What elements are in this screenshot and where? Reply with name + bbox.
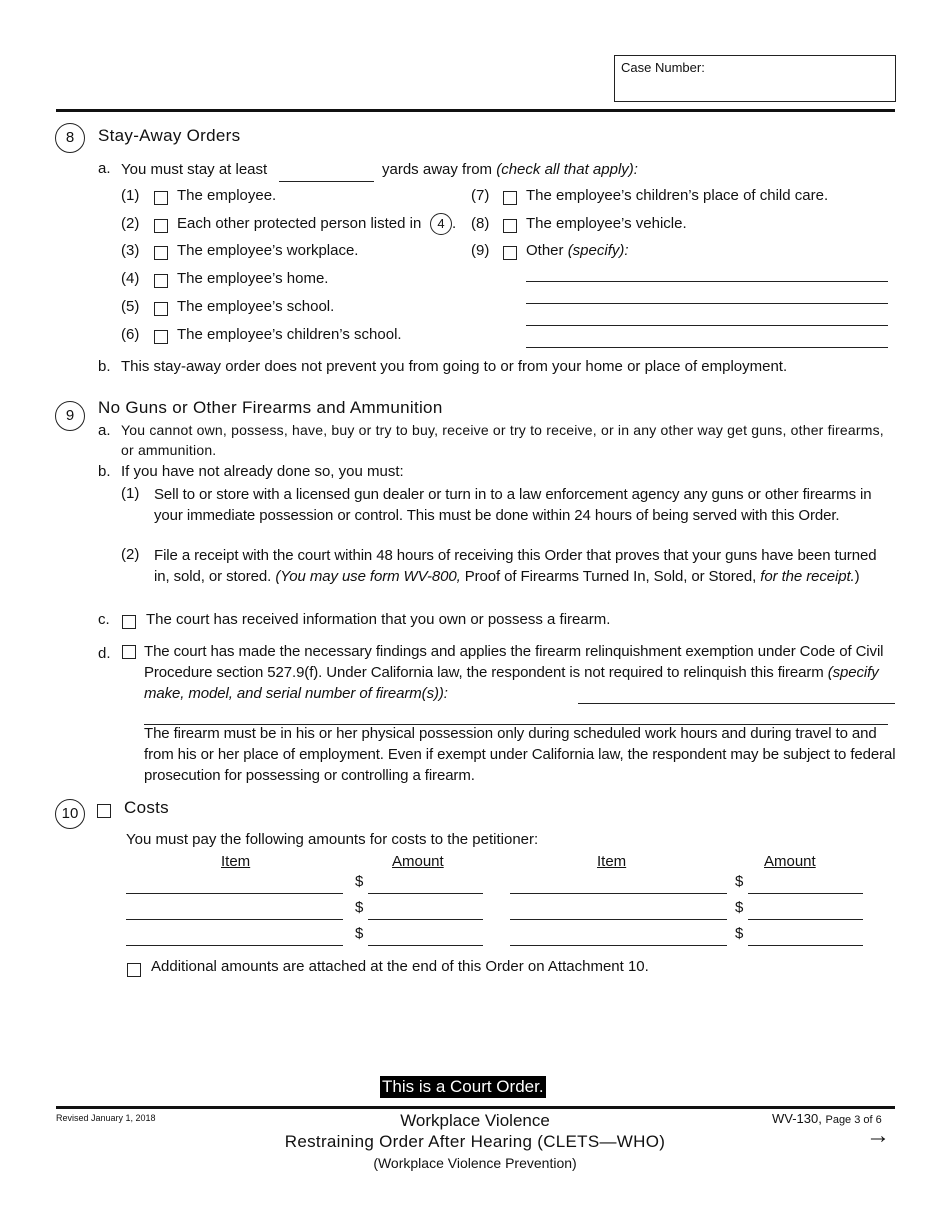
item-3-num: (3)	[121, 242, 140, 259]
item-5-label: The employee’s school.	[177, 298, 335, 315]
other-specify-line-1[interactable]	[526, 281, 888, 282]
section-9-number: 9	[55, 401, 85, 431]
sec9-d-main: The court has made the necessary findings and applies the firearm relinquishment exemption under Code of Civil Procedure section 527.9(f). Under California law, the respondent is not required to relinquish this firearm	[144, 643, 884, 681]
item-6-label: The employee’s children’s school.	[177, 326, 402, 343]
cost-amount-right-1[interactable]	[748, 893, 863, 894]
amount-header-left: Amount	[392, 853, 444, 870]
item-8-num: (8)	[471, 215, 490, 232]
section-8-title: Stay-Away Orders	[98, 126, 241, 145]
cost-item-left-3[interactable]	[126, 945, 343, 946]
item-7-checkbox[interactable]	[503, 191, 517, 205]
sec8-a-italic: (check all that apply):	[496, 161, 638, 178]
sec9-a-label: a.	[98, 422, 111, 439]
cost-item-left-1[interactable]	[126, 893, 343, 894]
cost-item-right-1[interactable]	[510, 893, 727, 894]
additional-amounts-text: Additional amounts are attached at the end of this Order on Attachment 10.	[151, 958, 649, 975]
item-3-checkbox[interactable]	[154, 246, 168, 260]
sec9-b2-italic2: for the receipt.	[760, 568, 855, 585]
form-id-code: WV-130,	[772, 1111, 822, 1126]
court-order-banner: This is a Court Order.	[382, 1077, 544, 1096]
sec9-d-text	[144, 641, 896, 704]
case-number-label: Case Number:	[621, 60, 705, 75]
sec9-b2-num: (2)	[121, 546, 140, 563]
item-5-checkbox[interactable]	[154, 302, 168, 316]
other-specify-line-4[interactable]	[526, 347, 888, 348]
other-specify-line-3[interactable]	[526, 325, 888, 326]
cost-amount-left-2[interactable]	[368, 919, 483, 920]
section-10-number: 10	[55, 799, 85, 829]
cost-item-right-3[interactable]	[510, 945, 727, 946]
sec9-a-text: You cannot own, possess, have, buy or try to buy, receive or try to receive, or in any other way get guns, other firearms, or ammunition.	[121, 422, 884, 458]
item-5-num: (5)	[121, 298, 140, 315]
item-2-ref: 4	[430, 213, 452, 235]
dollar-left-3: $	[355, 925, 364, 942]
next-page-arrow-icon[interactable]: →	[866, 1122, 890, 1149]
dollar-right-2: $	[735, 899, 744, 916]
item-4-label: The employee’s home.	[177, 270, 329, 287]
sec9-b1-text: Sell to or store with a licensed gun dealer or turn in to a law enforcement agency any guns or other firearms in your immediate possession or control. This must be done within 24 hours of being served with this Order.	[154, 486, 872, 524]
case-number-box[interactable]	[614, 55, 896, 102]
cost-item-left-2[interactable]	[126, 919, 343, 920]
sec8-a-text-after	[382, 161, 638, 178]
sec9-c-text: The court has received information that you own or possess a firearm.	[146, 611, 611, 628]
cost-item-right-2[interactable]	[510, 919, 727, 920]
section-10-title: Costs	[124, 798, 169, 817]
sec8-b-text: This stay-away order does not prevent you from going to or from your home or place of employment.	[121, 358, 788, 375]
sec9-b-text: If you have not already done so, you must:	[121, 463, 404, 480]
item-3-label: The employee’s workplace.	[177, 242, 359, 259]
page-number: Page 3 of 6	[825, 1114, 882, 1126]
footer-title-2: Restraining Order After Hearing (CLETS—WHO)	[284, 1132, 666, 1151]
sec9-c-checkbox[interactable]	[122, 615, 136, 629]
item-9-checkbox[interactable]	[503, 246, 517, 260]
sec8-b-label: b.	[98, 358, 111, 375]
sec9-d-label: d.	[98, 645, 111, 662]
footer-title-1: Workplace Violence	[400, 1111, 550, 1130]
dollar-right-1: $	[735, 873, 744, 890]
sec9-b1-num: (1)	[121, 485, 140, 502]
item-8-label: The employee’s vehicle.	[526, 215, 687, 232]
dollar-right-3: $	[735, 925, 744, 942]
dollar-left-1: $	[355, 873, 364, 890]
item-2-label: Each other protected person listed in	[177, 215, 422, 232]
item-9-specify: (specify):	[567, 242, 629, 259]
cost-amount-right-3[interactable]	[748, 945, 863, 946]
sec9-d-text2: The firearm must be in his or her physical possession only during scheduled work hours and during travel to and from his or her place of employment. Even if exempt under California law, the respondent may be subject to federal prosecution for possessing or controlling a firearm.	[144, 725, 896, 784]
sec9-b-label: b.	[98, 463, 111, 480]
sec9-b2-main: File a receipt with the court within 48 hours of receiving this Order that proves that your guns have been turned in, sold, or stored.	[154, 547, 877, 585]
item-4-checkbox[interactable]	[154, 274, 168, 288]
item-1-label: The employee.	[177, 187, 277, 204]
sec9-b2-italic1: (You may use form WV-800,	[275, 568, 461, 585]
sec9-b2-close: )	[854, 568, 860, 585]
yards-input[interactable]	[279, 181, 374, 182]
costs-checkbox[interactable]	[97, 804, 111, 818]
cost-amount-left-1[interactable]	[368, 893, 483, 894]
footer-title-3: (Workplace Violence Prevention)	[373, 1155, 577, 1171]
item-1-checkbox[interactable]	[154, 191, 168, 205]
item-2-checkbox[interactable]	[154, 219, 168, 233]
item-header-left: Item	[221, 853, 251, 870]
sec9-b2-plain: Proof of Firearms Turned In, Sold, or Stored,	[464, 568, 757, 585]
header-rule	[56, 109, 895, 112]
item-2-suffix: .	[452, 215, 457, 232]
cost-amount-left-3[interactable]	[368, 945, 483, 946]
item-2-num: (2)	[121, 215, 140, 232]
other-specify-line-2[interactable]	[526, 303, 888, 304]
firearm-specify-line-1[interactable]	[578, 703, 895, 704]
footer-title-block	[200, 1110, 750, 1173]
footer-rule	[56, 1106, 895, 1109]
costs-intro: You must pay the following amounts for costs to the petitioner:	[126, 831, 539, 848]
item-9-other: Other	[526, 242, 564, 259]
sec9-d-italic: (specify make, model, and serial number of firearm(s)):	[144, 664, 879, 702]
sec9-b2-text	[154, 545, 896, 587]
item-9-label	[526, 242, 629, 259]
sec8-a-after: yards away from	[382, 161, 493, 178]
section-8-number: 8	[55, 123, 85, 153]
additional-amounts-checkbox[interactable]	[127, 963, 141, 977]
item-1-num: (1)	[121, 187, 140, 204]
sec8-a-text: You must stay at least	[121, 161, 268, 178]
item-7-label: The employee’s children’s place of child care.	[526, 187, 829, 204]
dollar-left-2: $	[355, 899, 364, 916]
cost-amount-right-2[interactable]	[748, 919, 863, 920]
section-9-title: No Guns or Other Firearms and Ammunition	[98, 398, 443, 417]
sec8-a-label: a.	[98, 160, 111, 177]
item-8-checkbox[interactable]	[503, 219, 517, 233]
item-6-num: (6)	[121, 326, 140, 343]
item-6-checkbox[interactable]	[154, 330, 168, 344]
item-7-num: (7)	[471, 187, 490, 204]
item-header-right: Item	[597, 853, 627, 870]
sec9-d-checkbox[interactable]	[122, 645, 136, 659]
amount-header-right: Amount	[764, 853, 816, 870]
item-9-num: (9)	[471, 242, 490, 259]
item-4-num: (4)	[121, 270, 140, 287]
sec9-c-label: c.	[98, 611, 110, 628]
revised-date: Revised January 1, 2018	[56, 1113, 156, 1123]
